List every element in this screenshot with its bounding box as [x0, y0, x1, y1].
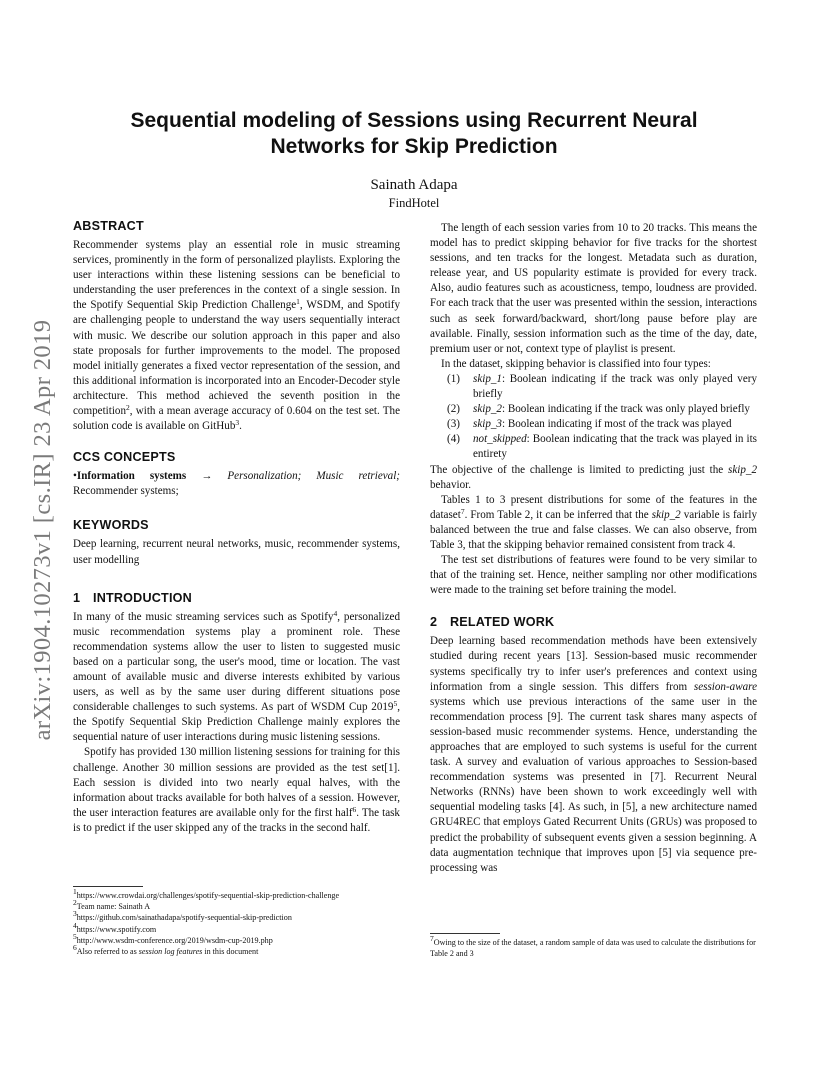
intro-number: 1 [73, 590, 81, 605]
right-footnotes [430, 933, 757, 959]
test-set-paragraph: The test set distributions of features were found to be very similar to that of the training set. Hence, neither sampling nor other modifications were made to the training set before training the model. [430, 554, 757, 597]
list-item [447, 402, 757, 417]
abstract-heading: ABSTRACT [73, 219, 144, 233]
list-marker: (1) [447, 372, 460, 385]
text-part-italic: session-aware [693, 680, 757, 693]
intro-text-part: , personalized music recommendation systems play a prominent role. These recommendation systems allow the user to listen to suggested music based on a particular song, the user's mood, time or location. The vast amount of available music and diverse interests exhibited by various users, as well as by the same user during different situations pose considerable challenges to such systems. As part of WSDM Cup 2019 [73, 610, 400, 714]
author-affiliation: FindHotel [388, 196, 440, 210]
text-part-italic: skip_2 [651, 508, 681, 521]
footnote-ref-5: 5 [393, 699, 398, 709]
paper-title: Sequential modeling of Sessions using Recurrent Neural Networks for Skip Prediction [130, 109, 698, 158]
footnote-ref-3: 3 [235, 418, 240, 428]
footnote-text: in this document [202, 947, 259, 957]
ccs-rest: Recommender systems; [73, 485, 179, 498]
list-item [447, 432, 757, 462]
text-part: Deep learning based recommendation methods have been extensively studied during recent years [13]. Session-based music recommender systems specifically try to infer user's preferences and context using information from a single session. This differs from [430, 635, 757, 693]
footnote-text: Also referred to as [76, 947, 139, 957]
intro-text-part: . The task is to predict if the user skipped any of the tracks in the second half. [73, 806, 400, 834]
ccs-bullet: • [73, 470, 77, 483]
list-marker: (2) [447, 403, 460, 416]
footnote-text: http://www.wsdm-conference.org/2019/wsdm-cup-2019.php [76, 935, 273, 945]
ccs-arrow: → [186, 470, 228, 483]
intro-text-part: Spotify has provided 130 million listening sessions for training for this challenge. Another 30 million sessions are provided as the test set[1]. Each session is divided into two nearly equal halves, with the information about tracks available for both halves of a session. However, the user interaction features are available only for the first half [73, 746, 400, 819]
keywords-heading: KEYWORDS [73, 518, 149, 533]
ccs-subconcepts: Personalization; Music retrieval; [227, 470, 400, 483]
footnote-text: https://github.com/sainathadapa/spotify-sequential-skip-prediction [76, 913, 292, 923]
tables-paragraph [430, 493, 757, 553]
abstract-text-part: . [239, 420, 242, 433]
intro-heading [73, 590, 400, 606]
list-item [447, 417, 757, 432]
footnote-ref-6: 6 [352, 804, 357, 814]
ccs-concept: Information systems [76, 470, 187, 483]
footnote-4 [73, 920, 403, 935]
intro-paragraph-1 [73, 610, 400, 746]
skip-types-intro: In the dataset, skipping behavior is classified into four types: [441, 357, 711, 370]
keywords-text: Deep learning, recurrent neural networks, music, recommender systems, user modelling [73, 538, 400, 566]
text-part: behavior. [430, 478, 471, 491]
left-column [73, 218, 400, 836]
arxiv-stamp-text: arXiv:1904.10273v1 [cs.IR] 23 Apr 2019 [29, 319, 56, 741]
session-length-paragraph: The length of each session varies from 10 to 20 tracks. This means the model has to predict skipping behavior for five tracks for the shortest sessions, and ten tracks for the longest. Metadata such as duration, release year, and US popularity estimate is provided for every track. Also, audio features such as acousticness, tempo, loudness are provided. For each track that the user was presented within the session, interactions such as seek forward/backward, short/long pause before play are available. Finally, session information such as the time of the day, date, premium user or not, context type of playlist is present. [430, 222, 757, 355]
footnote-number: 4 [73, 920, 77, 930]
related-title: RELATED WORK [450, 615, 555, 630]
footnote-3 [73, 909, 403, 923]
footnote-ref-1: 1 [296, 297, 300, 307]
footnote-2 [73, 898, 403, 912]
list-marker: (4) [447, 433, 460, 446]
intro-title: INTRODUCTION [93, 590, 192, 605]
text-part: The objective of the challenge is limited to predicting just the [430, 463, 729, 476]
footnote-rule [73, 886, 143, 887]
abstract-text-part: , WSDM, and Spotify are challenging people to understand the way users sequentially interact with music. We describe our solution approach in this paper and also state proposals for further improvements to the model. The proposed model initially generates a fixed vector representation of the session, and this additional information is incorporated into an Encoder-Decoder style architecture. This method achieved the seventh position in the competition [73, 299, 400, 418]
footnote-number: 7 [430, 934, 434, 943]
right-column [430, 221, 757, 876]
skip-type-name: not_skipped [473, 433, 527, 446]
skip-type-name: skip_1 [473, 372, 502, 385]
skip-type-desc: : Boolean indicating if most of the track was played [501, 418, 732, 431]
author-name: Sainath Adapa [370, 177, 458, 193]
skip-type-name: skip_3 [473, 418, 502, 431]
skip-type-desc: : Boolean indicating if the track was only played very briefly [473, 372, 757, 401]
footnote-text: https://www.crowdai.org/challenges/spotify-sequential-skip-prediction-challenge [76, 891, 340, 900]
footnote-ref-4: 4 [333, 608, 338, 618]
footnote-number: 3 [73, 909, 77, 919]
footnote-text: https://www.spotify.com [76, 924, 157, 934]
list-marker: (3) [447, 418, 460, 431]
abstract-text [73, 238, 400, 434]
footnote-6 [73, 943, 403, 957]
abstract-text-part: , with a mean average accuracy of 0.604 on the test set. The solution code is available on GitHub [73, 405, 400, 433]
left-footnotes [73, 886, 403, 957]
footnote-text: Team name: Sainath A [76, 902, 151, 912]
text-part-italic: skip_2 [728, 463, 757, 476]
footnote-number: 2 [73, 898, 77, 908]
related-number: 2 [430, 615, 438, 630]
footnote-rule [430, 933, 500, 934]
skip-type-desc: : Boolean indicating that the track was played in its entirety [473, 433, 757, 461]
footnote-ref-2: 2 [126, 403, 130, 413]
footnote-number: 1 [73, 887, 77, 896]
footnote-7 [430, 934, 757, 959]
skip-types-list [430, 372, 757, 463]
intro-text-part: In many of the music streaming services such as Spotify [73, 610, 334, 623]
intro-text-part: , the Spotify Sequential Skip Prediction Challenge mainly explores the sequential nature of user interactions during music listening sessions. [73, 701, 400, 744]
text-part: . From Table 2, it can be inferred that the [464, 508, 652, 521]
objective-paragraph [430, 463, 757, 493]
text-part: systems which use previous interactions of the same user in the recommendation process [9]. The current task shares many aspects of session-based music recommender systems. Hence, understanding the approaches that are employed to such systems is useful for the current task. A survey and evaluation of various approaches to Session-based recommendation systems was presented in [7]. Recurrent Neural Networks (RNNs) have been shown to work exceedingly well with sequential modeling tasks [4]. As such, in [5], a new architecture named GRU4REC that employs Gated Recurrent Units (GRUs) was proposed to predict the probability of subsequent events given a session beginning. A data augmentation technique that improves upon [5] via sequence pre-processing was [430, 695, 757, 874]
ccs-text [73, 469, 400, 499]
text-part: variable is fairly balanced between the true and false classes. We can also observe, from Table 3, that the skipping behavior remained consistent from track 4. [430, 508, 757, 551]
text-part: Tables 1 to 3 present distributions for some of the features in the dataset [430, 493, 757, 521]
footnote-number: 6 [73, 943, 77, 953]
skip-type-desc: : Boolean indicating if the track was only played briefly [501, 403, 750, 416]
arxiv-stamp [18, 295, 68, 765]
footnote-text: Owing to the size of the dataset, a random sample of data was used to calculate the distributions for Table 2 and 3 [430, 938, 756, 959]
footnote-1 [73, 887, 403, 901]
related-work-paragraph [430, 634, 757, 876]
footnote-ref-7: 7 [460, 506, 465, 516]
footnote-5 [73, 931, 403, 946]
footnote-text-italic: session log features [138, 947, 203, 957]
abstract-text-part: Recommender systems play an essential role in music streaming services, prominently in the form of personalized playlists. Exploring the user interactions within these listening sessions can be beneficial to understanding the user preferences in the context of a single session. In the Spotify Sequential Skip Prediction Challenge [73, 239, 400, 312]
related-work-heading [430, 614, 757, 630]
list-item [447, 372, 757, 402]
ccs-heading: CCS CONCEPTS [73, 450, 176, 465]
footnote-number: 5 [73, 931, 77, 941]
intro-paragraph-2 [73, 745, 400, 836]
skip-type-name: skip_2 [473, 403, 502, 416]
